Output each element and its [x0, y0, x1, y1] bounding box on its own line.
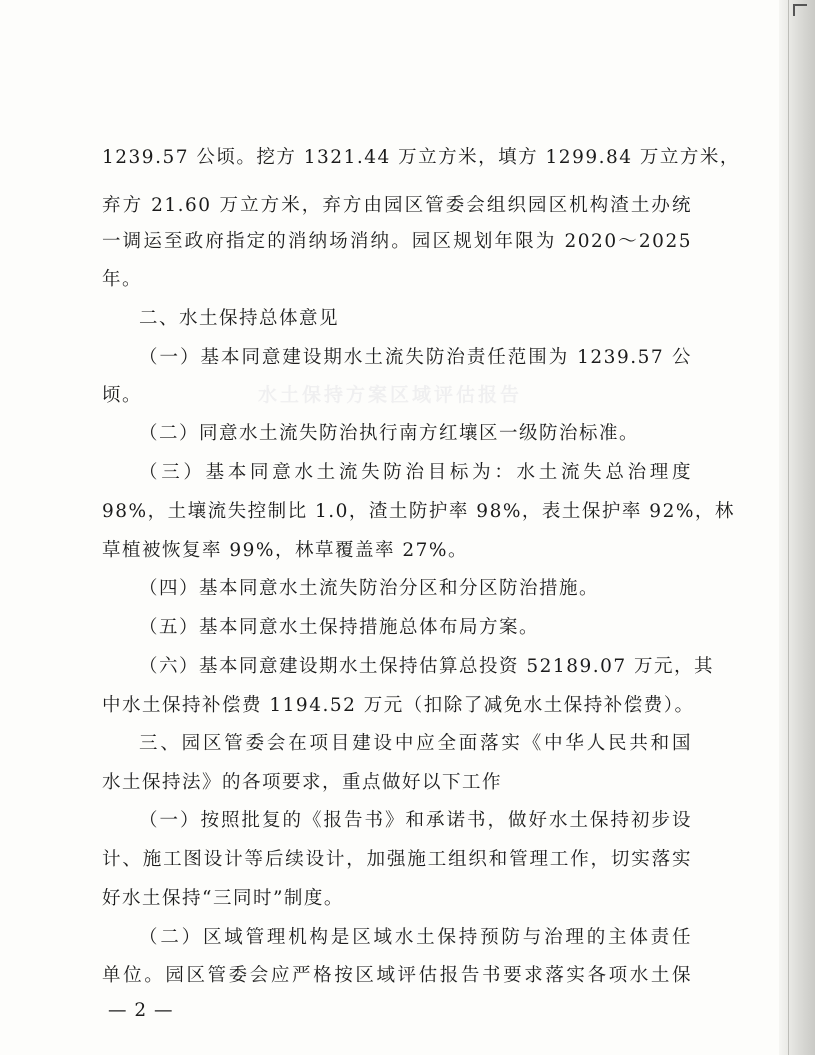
- text-line: 弃方 21.60 万立方米，弃方由园区管委会组织园区机构渣土办统: [102, 195, 692, 216]
- text-line: 计、施工图设计等后续设计，加强施工组织和管理工作，切实落实: [102, 849, 692, 870]
- text-line: 年。: [102, 269, 143, 290]
- text-line: 水土保持法》的各项要求，重点做好以下工作: [102, 772, 503, 793]
- text-line: （一）按照批复的《报告书》和承诺书，做好水土保持初步设: [139, 810, 692, 831]
- text-line: 顷。: [102, 385, 143, 406]
- text-line: 单位。园区管委会应严格按区域评估报告书要求落实各项水土保: [102, 965, 692, 986]
- page-number: — 2 —: [108, 1000, 174, 1021]
- text-line: （二）区域管理机构是区域水土保持预防与治理的主体责任: [139, 927, 692, 948]
- text-line: 草植被恢复率 99%，林草覆盖率 27%。: [102, 540, 469, 561]
- section-heading: 二、水土保持总体意见: [139, 308, 340, 329]
- text-line: （三）基本同意水土流失防治目标为：水土流失总治理度: [139, 462, 692, 483]
- text-line: 一调运至政府指定的消纳场消纳。园区规划年限为 2020～2025: [102, 231, 692, 252]
- text-line: 1239.57 公顷。挖方 1321.44 万立方米，填方 1299.84 万立方米，: [102, 147, 740, 168]
- text-line: 98%，土壤流失控制比 1.0，渣土防护率 98%，表土保护率 92%，林: [102, 501, 735, 522]
- text-line: （六）基本同意建设期水土保持估算总投资 52189.07 万元，其: [139, 656, 715, 677]
- text-line: （五）基本同意水土保持措施总体布局方案。: [139, 617, 540, 638]
- text-line: 好水土保持“三同时”制度。: [102, 888, 344, 909]
- bleed-through-text: 水土保持方案区域评估报告: [258, 384, 523, 406]
- text-line: （四）基本同意水土流失防治分区和分区防治措施。: [139, 578, 600, 599]
- section-heading: 三、园区管委会在项目建设中应全面落实《中华人民共和国: [139, 733, 692, 754]
- text-line: 中水土保持补偿费 1194.52 万元（扣除了减免水土保持补偿费）。: [102, 695, 695, 716]
- text-line: （一）基本同意建设期水土流失防治责任范围为 1239.57 公: [139, 347, 692, 368]
- text-line: （二）同意水土流失防治执行南方红壤区一级防治标准。: [139, 423, 640, 444]
